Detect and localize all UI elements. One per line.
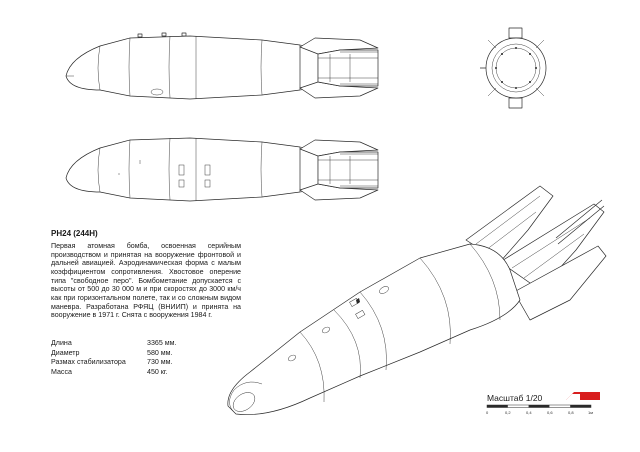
- spec-value: 580 мм.: [147, 348, 173, 357]
- info-block: [51, 229, 241, 320]
- scale-tick-3: 0,6: [547, 410, 553, 415]
- side-view-bottom: [66, 138, 378, 201]
- brand-logo: [566, 392, 600, 402]
- scale-tick-0: 0: [486, 410, 489, 415]
- spec-value: 730 мм.: [147, 358, 173, 366]
- scale-tick-5: 1м: [588, 410, 593, 415]
- spec-value: 450 кг.: [147, 367, 168, 376]
- scale-tick-1: 0,2: [505, 410, 511, 415]
- spec-name: Диаметр: [51, 348, 80, 357]
- bomb-description: Первая атомная бомба, освоенная серийным производством и принятая на вооружение фронтовой и дальней авиацией. Аэродинамическая форма с малым коэффициентом сопротивления. Хвостовое оперение типа "свободное перо". Бомбометание допускается с высоты от 500 до 30 000 м и при скоростях до 3000 км/ч как при горизонтальном полете, так и со сложным видом маневра. Разработана РФЯЦ (ВНИИП) и принята на вооружение в 1971 г. Снята с вооружения 1984 г.: [51, 242, 241, 320]
- spec-row: [51, 368, 241, 378]
- scale-tick-4: 0,8: [568, 410, 574, 415]
- spec-table: [51, 339, 241, 377]
- spec-name: Размах стабилизатора: [51, 358, 126, 366]
- end-view: [480, 28, 546, 108]
- spec-row: [51, 339, 241, 349]
- side-view-top: [66, 33, 378, 99]
- bomb-title: РН24 (244Н): [51, 229, 98, 238]
- spec-value: 3365 мм.: [147, 339, 177, 347]
- logo-text: AM: [582, 391, 596, 402]
- scale-tick-2: 0,4: [526, 410, 532, 415]
- spec-row: [51, 349, 241, 359]
- spec-name: Масса: [51, 367, 72, 376]
- spec-row: [51, 358, 241, 368]
- scale-label: Масштаб 1/20: [487, 393, 543, 403]
- spec-name: Длина: [51, 339, 72, 347]
- isometric-view: [228, 186, 606, 415]
- scale-bar: [486, 405, 593, 415]
